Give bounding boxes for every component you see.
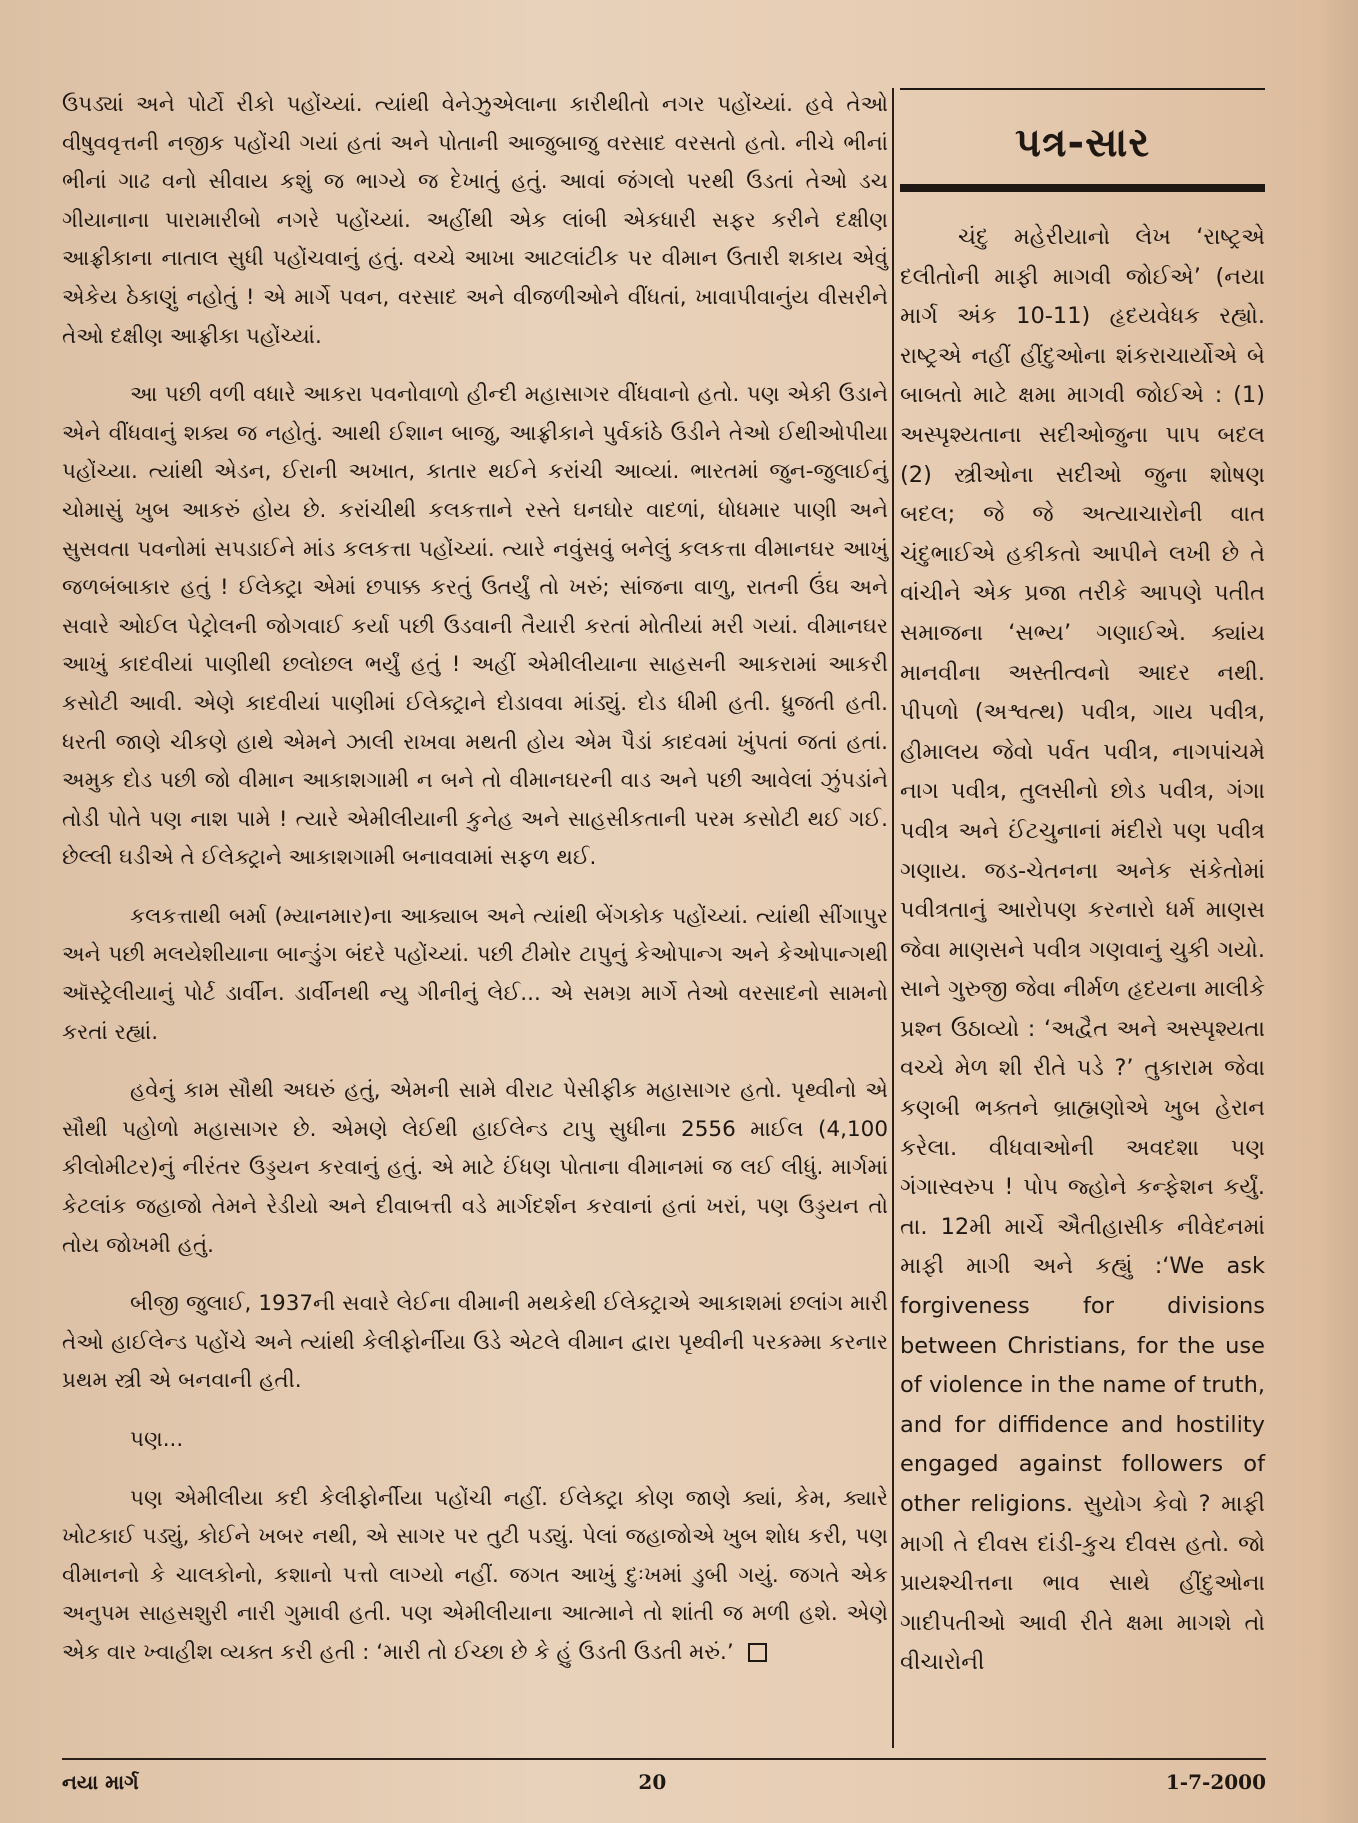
article-paragraph-6: પણ... [130,1427,184,1452]
sidebar-letter-text: ચંદુ મહેરીયાનો લેખ ‘રાષ્ટ્રએ દલીતોની માફી માગવી જોઈએ’ (નયા માર્ગ અંક 10-11) હૃદયવેધક રહ્યો. રાષ્ટ્રએ નહીં હીંદુઓના શંકરાચાર્યોએ બે બાબતો માટે ક્ષમા માગવી જોઈએ : (1) અસ્પૃશ્યતાના સદીઓજુના પાપ બદલ (2) સ્ત્રીઓના સદીઓ જુના શોષણ બદલ; જે જે અત્યાચારોની વાત ચંદુભાઈએ હકીકતો આપીને લખી છે તે વાંચીને એક પ્રજા તરીકે આપણે પતીત સમાજના ‘સભ્ય’ ગણાઈએ. ક્યાંય માનવીના અસ્તીત્વનો આદર નથી. પીપળો (અશ્વત્થ) પવીત્ર, ગાય પવીત્ર, હીમાલય જેવો પર્વત પવીત્ર, નાગપાંચમે નાગ પવીત્ર, તુલસીનો છોડ પવીત્ર, ગંગા પવીત્ર અને ઈંટચુનાનાં મંદીરો પણ પવીત્ર ગણાય. જડ-ચેતનના અનેક સંકેતોમાં પવીત્રતાનું આરોપણ કરનારો ધર્મ માણસ જેવા માણસને પવીત્ર ગણવાનું ચુકી ગયો. સાને ગુરુજી જેવા નીર્મળ હૃદયના માલીકે પ્રશ્ન ઉઠાવ્યો : ‘અદ્વૈત અને અસ્પૃશ્યતા વચ્ચે મેળ શી રીતે પડે ?’ તુકારામ જેવા કણબી ભક્તને બ્રાહ્મણોએ ખુબ હેરાન કરેલા. વીધવાઓની અવદશા પણ ગંગાસ્વરુપ ! પોપ જ્હોને કન્ફેશન કર્યું. તા. 12મી માર્ચે ઐતીહાસીક નીવેદનમાં માફી માગી અને કહ્યું :‘We ask forgiveness for divisions between Christians, for the use of violence in the name of truth, and for diffidence and hostility engaged against followers of other religions. સુયોગ કેવો ? માફી માગી તે દીવસ દાંડી-કુચ દીવસ હતો. જો પ્રાયશ્ચીત્તના ભાવ સાથે હીંદુઓના ગાદીપતીઓ આવી રીતે ક્ષમા માગશે તો વીચારોની [900,224,1265,1676]
footer-magazine-name: નયા માર્ગ [62,1770,139,1794]
article-column [62,86,888,1693]
footer-page-number: 20 [638,1770,667,1794]
article-paragraph-1: ઉપડ્યાં અને પોર્ટો રીકો પહોંચ્યાં. ત્યાંથી વેનેઝુએલાના કારીથીતો નગર પહોંચ્યાં. હવે તેઓ વીષુવવૃત્તની નજીક પહોંચી ગયાં હતાં અને પોતાની આજુબાજુ વરસાદ વરસતો હતો. નીચે ભીનાં ભીનાં ગાઢ વનો સીવાય કશું જ ભાગ્યે જ દેખાતું હતું. આવાં જંગલો પરથી ઉડતાં તેઓ ડચ ગીયાનાના પારામારીબો નગરે પહોંચ્યાં. અહીંથી એક લાંબી એકધારી સફર કરીને દક્ષીણ આફ્રીકાના નાતાલ સુધી પહોંચવાનું હતું. વચ્ચે આખા આટલાંટીક પર વીમાન ઉતારી શકાય એવું એકેય ઠેકાણું નહોતું ! એ માર્ગે પવન, વરસાદ અને વીજળીઓને વીંધતાં, ખાવાપીવાનુંય વીસરીને તેઓ દક્ષીણ આફ્રીકા પહોંચ્યાં. [62,92,888,349]
letters-sidebar [900,88,1265,1683]
article-paragraph-7-text: પણ એમીલીયા કદી કેલીફોર્નીયા પહોંચી નહીં. ઈલેક્ટ્રા કોણ જાણે ક્યાં, કેમ, ક્યારે ખોટકાઈ પડ્યું, કોઈને ખબર નથી, એ સાગર પર તુટી પડ્યું. પેલાં જહાજોએ ખુબ શોધ કરી, પણ વીમાનનો કે ચાલકોનો, કશાનો પત્તો લાગ્યો નહીં. જગત આખું દુઃખમાં ડુબી ગયું. જગતે એક અનુપમ સાહસશુરી નારી ગુમાવી હતી. પણ એમીલીયાના આત્માને તો શાંતી જ મળી હશે. એણે એક વાર ખ્વાહીશ વ્યક્ત કરી હતી : ‘મારી તો ઈચ્છા છે કે હું ઉડતી ઉડતી મરું.’ [62,1485,888,1665]
article-paragraph-3: કલકત્તાથી બર્મા (મ્યાનમાર)ના આક્યાબ અને ત્યાંથી બેંગકોક પહોંચ્યાં. ત્યાંથી સીંગાપુર અને પછી મલયેશીયાના બાન્ડુંગ બંદરે પહોંચ્યાં. પછી ટીમોર ટાપુનું કેઓપાન્ગ અને કેઓપાન્ગથી ઑસ્ટ્રેલીયાનું પોર્ટ ડાર્વીન. ડાર્વીનથી ન્યુ ગીનીનું લેઈ... એ સમગ્ર માર્ગે તેઓ વરસાદનો સામનો કરતાં રહ્યાં. [62,903,888,1045]
sidebar-letter [900,218,1265,1683]
page-edge-shading [1318,0,1358,1823]
article-paragraph-7 [62,1480,888,1673]
column-divider [892,88,894,1748]
article-paragraph-5: બીજી જુલાઈ, 1937ની સવારે લેઈના વીમાની મથકેથી ઈલેક્ટ્રાએ આકાશમાં છલાંગ મારી તેઓ હાઈલેન્ડ પહોંચે અને ત્યાંથી કેલીફોર્નીયા ઉડે એટલે વીમાન દ્વારા પૃથ્વીની પરકમ્મા કરનાર પ્રથમ સ્ત્રી એ બનવાની હતી. [62,1291,888,1394]
article-paragraph-4: હવેનું કામ સૌથી અઘરું હતું, એમની સામે વીરાટ પેસીફીક મહાસાગર હતો. પૃથ્વીનો એ સૌથી પહોળો મહાસાગર છે. એમણે લેઈથી હાઈલેન્ડ ટાપુ સુધીના 2556 માઈલ (4,100 કીલોમીટર)નું નીરંતર ઉડ્ડયન કરવાનું હતું. એ માટે ઈંધણ પોતાના વીમાનમાં જ લઈ લીધું. માર્ગમાં કેટલાંક જહાજો તેમને રેડીયો અને દીવાબત્તી વડે માર્ગદર્શન કરવાનાં હતાં ખરાં, પણ ઉડ્ડયન તો તોય જોખમી હતું. [62,1078,888,1258]
sidebar-top-rule [900,88,1265,90]
footer-date: 1-7-2000 [1165,1770,1266,1794]
sidebar-heading: પત્ર-સાર [1014,120,1151,166]
end-of-article-square-icon [748,1643,767,1662]
article-paragraph-2: આ પછી વળી વધારે આકરા પવનોવાળો હીન્દી મહાસાગર વીંધવાનો હતો. પણ એકી ઉડાને એને વીંધવાનું શક્ય જ નહોતું. આથી ઈશાન બાજુ, આફ્રીકાને પુર્વકાંઠે ઉડીને તેઓ ઈથીઓપીયા પહોંચ્યા. ત્યાંથી એડન, ઈરાની અખાત, કાતાર થઈને કરાંચી આવ્યાં. ભારતમાં જુન-જુલાઈનું ચોમાસું ખુબ આકરું હોય છે. કરાંચીથી કલકત્તાને રસ્તે ઘનઘોર વાદળાં, ધોધમાર પાણી અને સુસવતા પવનોમાં સપડાઈને માંડ કલકત્તા પહોંચ્યાં. ત્યારે નવુંસવું બનેલું કલકત્તા વીમાનઘર આખું જળબંબાકાર હતું ! ઈલેક્ટ્રા એમાં છપાક્ક કરતું ઉતર્યું તો ખરું; સાંજના વાળુ, રાતની ઉંઘ અને સવારે ઓઈલ પેટ્રોલની જોગવાઈ કર્યા પછી ઉડવાની તૈયારી કરતાં મોતીયાં મરી ગયાં. વીમાનઘર આખું કાદવીયાં પાણીથી છલોછલ ભર્યું હતું ! અહીં એમીલીયાના સાહસની આકરામાં આકરી કસોટી આવી. એણે કાદવીયાં પાણીમાં ઈલેક્ટ્રાને દોડાવવા માંડ્યું. દોડ ધીમી હતી. ધ્રુજતી હતી. ધરતી જાણે ચીકણે હાથે એમને ઝાલી રાખવા મથતી હોય એમ પૈડાં કાદવમાં ખુંપતાં જતાં હતાં. અમુક દોડ પછી જો વીમાન આકાશગામી ન બને તો વીમાનઘરની વાડ અને પછી આવેલાં ઝુંપડાંને તોડી પોતે પણ નાશ પામે ! ત્યારે એમીલીયાની કુનેહ અને સાહસીકતાની પરમ કસોટી થઈ ગઈ. છેલ્લી ઘડીએ તે ઈલેક્ટ્રાને આકાશગામી બનાવવામાં સફળ થઈ. [62,382,888,871]
page-footer [62,1765,1266,1799]
sidebar-heading-rule [900,184,1265,192]
footer-rule [62,1758,1266,1760]
